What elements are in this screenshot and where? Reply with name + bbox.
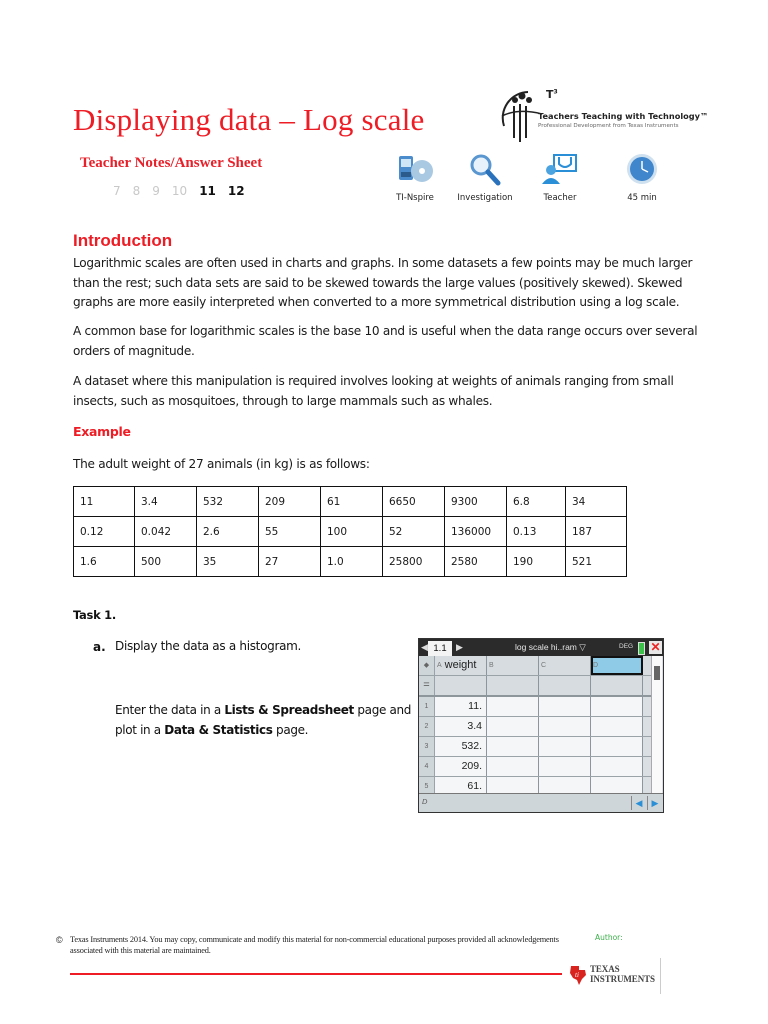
table-cell: 61 — [321, 487, 383, 517]
cell-b4[interactable] — [487, 757, 539, 776]
author-label: Author: — [595, 933, 623, 942]
cell-c2[interactable] — [539, 717, 591, 736]
table-cell: 0.13 — [507, 517, 566, 547]
cell-reference: D — [422, 797, 428, 806]
cell-a2[interactable]: 3.4 — [435, 717, 487, 736]
table-cell: 0.12 — [74, 517, 135, 547]
example-heading: Example — [73, 424, 131, 439]
table-cell: 6.8 — [507, 487, 566, 517]
table-row — [74, 517, 627, 547]
page-tab[interactable]: 1.1 — [428, 641, 452, 656]
spreadsheet-row: 4 209. — [419, 757, 651, 777]
meta-ti-nspire: TI-Nspire — [380, 152, 450, 203]
grade-7: 7 — [113, 184, 121, 198]
column-header-d[interactable]: D — [591, 656, 643, 675]
table-cell: 521 — [566, 547, 627, 577]
battery-icon — [638, 642, 645, 655]
grade-11: 11 — [199, 184, 216, 198]
table-cell: 1.6 — [74, 547, 135, 577]
column-header-c[interactable]: C — [539, 656, 591, 675]
document-subtitle: Teacher Notes/Answer Sheet — [80, 155, 263, 171]
table-cell: 34 — [566, 487, 627, 517]
table-row — [74, 487, 627, 517]
cell-a1[interactable]: 11. — [435, 697, 487, 716]
ti-brand-line1: TEXAS — [590, 964, 620, 974]
cell-d4[interactable] — [591, 757, 643, 776]
table-cell: 532 — [197, 487, 259, 517]
spreadsheet-row: 2 3.4 — [419, 717, 651, 737]
t3-logo — [498, 86, 709, 146]
grade-9: 9 — [152, 184, 160, 198]
cell-d1[interactable] — [591, 697, 643, 716]
formula-row — [419, 676, 651, 697]
close-icon[interactable]: ✕ — [650, 640, 661, 654]
table-cell: 136000 — [445, 517, 507, 547]
t3-emblem-icon — [498, 86, 542, 146]
table-cell: 9300 — [445, 487, 507, 517]
formula-cell-a[interactable] — [435, 676, 487, 695]
scroll-left-arrow-icon[interactable]: ◀ — [631, 796, 646, 810]
task-1-heading: Task 1. — [73, 608, 116, 622]
column-header-row — [419, 656, 651, 676]
table-row — [74, 547, 627, 577]
copyright-notice: Texas Instruments 2014. You may copy, communicate and modify this material for non-commercial educational purposes provided all acknowledgements associated with this material are maintained. — [70, 935, 559, 955]
table-cell: 1.0 — [321, 547, 383, 577]
table-cell: 25800 — [383, 547, 445, 577]
example-lead: The adult weight of 27 animals (in kg) is as follows: — [73, 457, 370, 471]
spreadsheet-row: 3 532. — [419, 737, 651, 757]
t3-tagline: Professional Development from Texas Instruments — [538, 123, 679, 129]
data-statistics-label: Data & Statistics — [164, 723, 273, 737]
grade-12: 12 — [227, 184, 245, 198]
ti-state-icon — [568, 964, 588, 986]
column-header-a[interactable]: $^A$ weight — [435, 656, 487, 675]
cell-entry-line[interactable] — [419, 793, 663, 813]
table-cell: 35 — [197, 547, 259, 577]
svg-text:ti: ti — [575, 971, 579, 979]
copyright-icon: © — [56, 935, 63, 945]
grade-10: 10 — [171, 184, 188, 198]
cell-d2[interactable] — [591, 717, 643, 736]
ti-nspire-screen — [418, 638, 664, 813]
scrollbar-thumb[interactable] — [654, 666, 660, 680]
cell-c1[interactable] — [539, 697, 591, 716]
table-cell: 55 — [259, 517, 321, 547]
document-name[interactable]: log scale hi..ram ▽ — [515, 642, 586, 652]
table-cell: 11 — [74, 487, 135, 517]
nspire-title-bar — [419, 639, 663, 656]
vertical-scrollbar[interactable] — [651, 656, 662, 793]
lists-spreadsheet-label: Lists & Spreadsheet — [224, 703, 354, 717]
grade-levels — [113, 184, 245, 198]
table-cell: 6650 — [383, 487, 445, 517]
cell-b3[interactable] — [487, 737, 539, 756]
t3-brand-name: Teachers Teaching with Technology™ — [538, 111, 709, 121]
cell-b1[interactable] — [487, 697, 539, 716]
scroll-right-arrow-icon[interactable]: ▶ — [647, 796, 662, 810]
clock-icon — [607, 152, 677, 186]
ti-brand-line2: INSTRUMENTS — [590, 973, 655, 984]
table-cell: 187 — [566, 517, 627, 547]
table-cell: 100 — [321, 517, 383, 547]
ti-nspire-icon — [380, 152, 450, 186]
introduction-heading: Introduction — [73, 231, 173, 250]
cell-a5[interactable]: 61. — [435, 777, 487, 796]
texas-instruments-logo — [568, 962, 663, 992]
table-cell: 209 — [259, 487, 321, 517]
formula-row-symbol: = — [419, 676, 435, 695]
t3-mark: $T^3$ — [546, 88, 558, 101]
formula-cell-c[interactable] — [539, 676, 591, 695]
table-cell: 27 — [259, 547, 321, 577]
cell-c3[interactable] — [539, 737, 591, 756]
page-prev-arrow-icon[interactable]: ◀ — [421, 642, 428, 652]
spreadsheet-row: 5 61. — [419, 777, 651, 797]
teacher-icon — [525, 152, 595, 186]
document-title: Displaying data – Log scale — [73, 102, 425, 137]
column-header-b[interactable]: B — [487, 656, 539, 675]
animal-weights-table — [73, 486, 627, 577]
task-a-label: a. — [93, 640, 106, 654]
table-cell: 190 — [507, 547, 566, 577]
table-cell: 2580 — [445, 547, 507, 577]
cell-b2[interactable] — [487, 717, 539, 736]
table-cell: 500 — [135, 547, 197, 577]
cell-c4[interactable] — [539, 757, 591, 776]
formula-cell-b[interactable] — [487, 676, 539, 695]
intro-paragraph-1: Logarithmic scales are often used in charts and graphs. In some datasets a few points may be much larger than the rest; such data sets are said to be skewed towards the large values (positively skewed). Skewed graphs are more easily interpreted when converted to a more symmetrical distribution using a log scale. — [73, 256, 693, 309]
intro-paragraph-3: A dataset where this manipulation is required involves looking at weights of animals ranging from small insects, such as mosquitoes, through to large mammals such as whales. — [73, 374, 674, 408]
meta-investigation: Investigation — [450, 152, 520, 203]
angle-mode: DEG — [619, 643, 634, 650]
footer-divider — [70, 973, 562, 975]
meta-teacher: Teacher — [525, 152, 595, 203]
activity-meta — [380, 152, 685, 207]
task-a-text: Display the data as a histogram. — [115, 639, 302, 653]
intro-paragraph-2: A common base for logarithmic scales is the base 10 and is useful when the data range occurs over several orders of magnitude. — [73, 324, 698, 358]
table-cell: 52 — [383, 517, 445, 547]
grade-8: 8 — [132, 184, 141, 198]
table-cell: 3.4 — [135, 487, 197, 517]
table-cell: 2.6 — [197, 517, 259, 547]
spreadsheet-grid — [419, 656, 651, 797]
page-next-arrow-icon[interactable]: ▶ — [456, 642, 463, 652]
cell-d3[interactable] — [591, 737, 643, 756]
investigation-magnifier-icon — [450, 152, 520, 186]
eraser-icon[interactable]: ◆ — [419, 656, 435, 675]
task-instructions: Enter the data in a Lists & Spreadsheet page and plot in a Data & Statistics page. — [115, 703, 411, 737]
meta-duration: 45 min — [607, 152, 677, 203]
footer-vertical-rule — [660, 958, 661, 994]
cell-a4[interactable]: 209. — [435, 757, 487, 776]
table-cell: 0.042 — [135, 517, 197, 547]
cell-a3[interactable]: 532. — [435, 737, 487, 756]
spreadsheet-row: 1 11. — [419, 697, 651, 717]
formula-cell-d[interactable] — [591, 676, 643, 695]
